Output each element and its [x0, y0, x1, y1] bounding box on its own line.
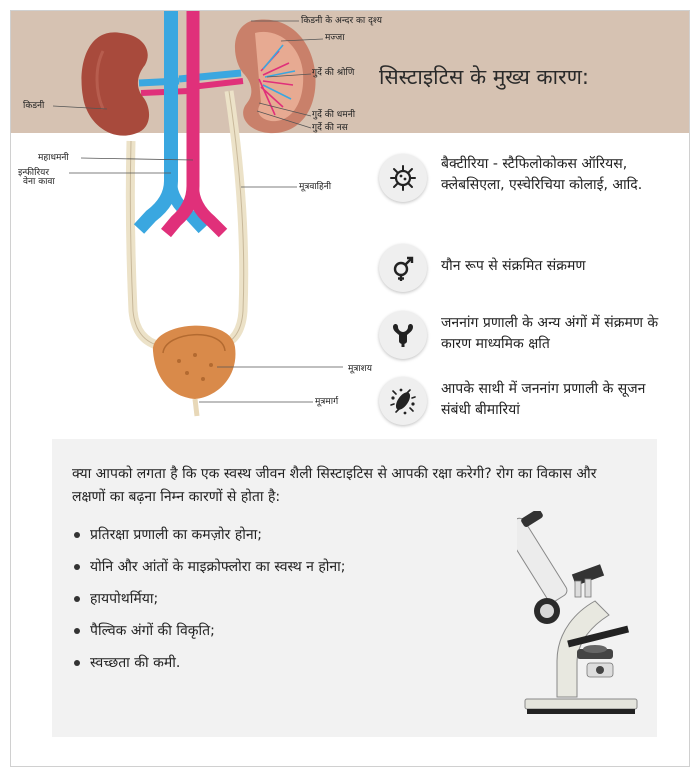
- list-item: योनि और आंतों के माइक्रोफ्लोरा का स्वस्थ न होना;: [72, 557, 346, 589]
- list-item: हायपोथर्मिया;: [72, 589, 346, 621]
- label-ivc-1: इन्फीरियर: [18, 168, 50, 178]
- infographic: [10, 10, 690, 767]
- reproductive-organs-icon: [379, 311, 427, 359]
- cause-item: [379, 244, 679, 304]
- label-bladder: मूत्राशय: [348, 364, 373, 374]
- label-aorta: महाधमनी: [38, 153, 69, 163]
- label-renal-vein: गुर्दे की नस: [312, 123, 348, 133]
- left-ureter: [130, 141, 161, 346]
- cause-text: यौन रूप से संक्रमित संक्रमण: [441, 258, 586, 274]
- right-ureter: [219, 91, 244, 346]
- bacteria-icon: [379, 154, 427, 202]
- info-intro: क्या आपको लगता है कि एक स्वस्थ जीवन शैली सिस्टाइटिस से आपकी रक्षा करेगी? रोग का विकास और लक्षणों का बढ़ना निम्न कारणों से होता है:: [72, 466, 597, 505]
- label-kidney-interior: किडनी के अन्दर का दृश्य: [301, 16, 382, 26]
- cause-item: [379, 377, 679, 437]
- label-ivc-2: वेना कावा: [23, 177, 55, 187]
- cause-text: आपके साथी में जननांग प्रणाली के सूजन संबंधी बीमारियां: [441, 381, 646, 418]
- info-panel: [52, 439, 657, 737]
- cause-item: [379, 154, 679, 214]
- risk-factor-list: [72, 525, 346, 685]
- label-ureter: मूत्रवाहिनी: [299, 182, 332, 192]
- cause-item: [379, 311, 679, 371]
- left-kidney: [82, 32, 150, 135]
- list-item: स्वच्छता की कमी.: [72, 653, 346, 685]
- pathogen-icon: [379, 377, 427, 425]
- microscope-icon: [517, 511, 647, 726]
- cause-text: बैक्टीरिया - स्टैफिलोकोकस ऑरियस, क्लेबसिएला, एस्चेरिचिया कोलाई, आदि.: [441, 156, 643, 193]
- causes-title: सिस्टाइटिस के मुख्य कारण:: [379, 65, 589, 89]
- label-kidney: किडनी: [23, 101, 45, 111]
- list-item: प्रतिरक्षा प्रणाली का कमज़ोर होना;: [72, 525, 346, 557]
- label-renal-pelvis: गुर्दे की श्रोणि: [312, 68, 355, 78]
- label-renal-artery: गुर्दे की धमनी: [312, 110, 356, 120]
- list-item: पैल्विक अंगों की विकृति;: [72, 621, 346, 653]
- bladder: [153, 326, 236, 399]
- cause-text: जननांग प्रणाली के अन्य अंगों में संक्रमण के कारण माध्यमिक क्षति: [441, 315, 659, 352]
- urethra: [195, 399, 197, 416]
- label-urethra: मूत्रमार्ग: [315, 397, 339, 407]
- gender-icon: [379, 244, 427, 292]
- label-medulla: मज्जा: [325, 33, 345, 43]
